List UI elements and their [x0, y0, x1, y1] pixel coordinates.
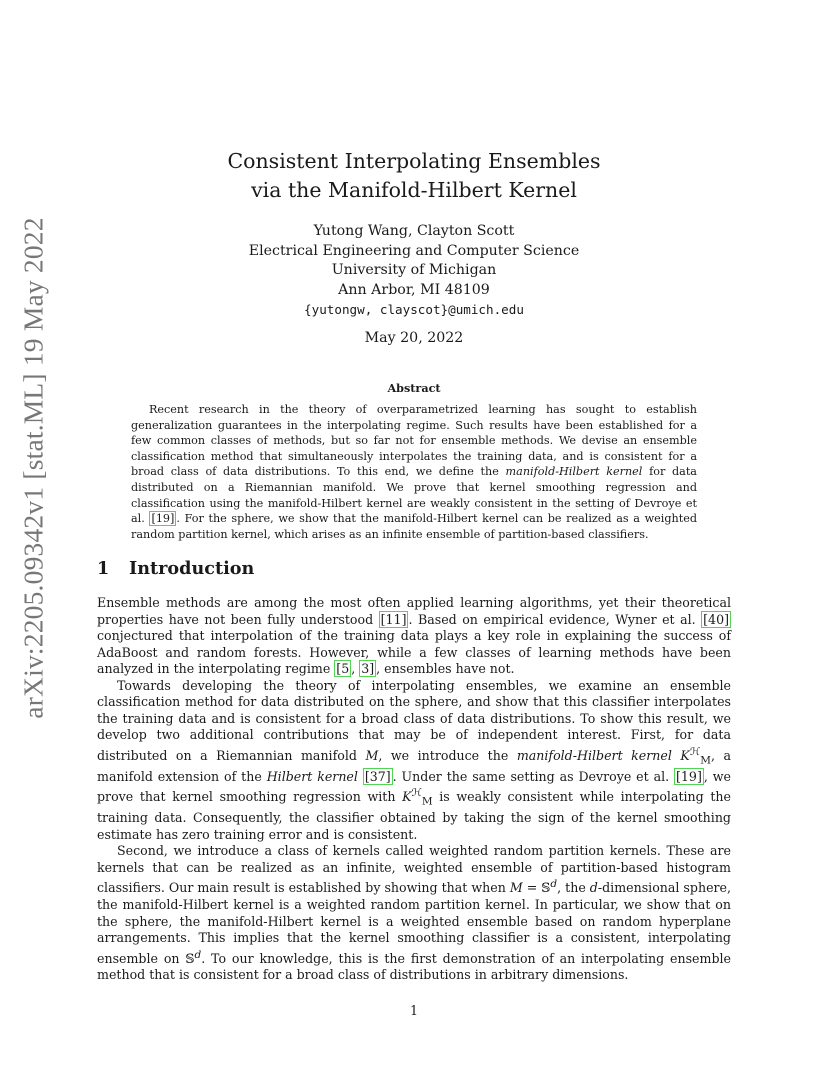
author-location: Ann Arbor, MI 48109: [338, 281, 490, 298]
text-fragment: Second, we introduce a class of kernels called weighted random partition kernels. These are kernels that can be realized as an infinite, weighted ensemble of partition-based histogram classifiers. Our main result is established by showing that when: [97, 843, 731, 896]
math-superscript: d: [194, 948, 202, 961]
title-block: [150, 147, 678, 205]
text-fragment: -dimensional sphere, the manifold-Hilbert kernel is a weighted random partition kernel. In particular, we show that on the sphere, the manifold-Hilbert kernel is a weighted ensemble based on random hyperplane arrangements. This implies that the kernel smoothing classifier is a consistent, interpolating ensemble on 𝕊: [97, 880, 732, 966]
paragraph-2: [97, 678, 731, 844]
text-fragment: , we prove that kernel smoothing regression with: [97, 768, 731, 805]
emphasis-text: Hilbert kernel: [266, 768, 358, 784]
paper-date: May 20, 2022: [364, 330, 464, 346]
text-fragment: . Based on empirical evidence, Wyner et al.: [408, 611, 702, 627]
citation-link[interactable]: [11]: [380, 611, 407, 627]
math-superscript: ℋ: [411, 787, 422, 800]
math-symbol: d: [589, 880, 598, 896]
text-fragment: Ensemble methods are among the most often applied learning algorithms, yet their theoretical properties have not been fully understood: [97, 595, 731, 627]
citation-link[interactable]: [5: [336, 661, 350, 676]
author-names: Yutong Wang, Clayton Scott: [313, 223, 515, 239]
page-number: 1: [409, 1003, 418, 1018]
math-subscript: M: [421, 795, 433, 808]
math-symbol: M: [509, 880, 523, 896]
author-block: [150, 222, 678, 320]
text-fragment: , a manifold extension of the: [97, 747, 732, 784]
paper-title: [150, 147, 678, 205]
abstract-fragment: for data distributed on a Riemannian manifold. We prove that kernel smoothing regression and classification using the manifold-Hilbert kernel are weakly consistent in the setting of Devroye et al.: [131, 465, 697, 526]
paragraph-3: [97, 843, 731, 983]
text-fragment: . Under the same setting as Devroye et al.: [392, 768, 674, 784]
text-fragment: conjectured that interpolation of the training data plays a key role in explaining the success of AdaBoost and random forests. However, while a few classes of learning methods have been analyzed in the interpolating regime: [97, 628, 731, 676]
section-title: Introduction: [129, 558, 255, 579]
text-fragment: Towards developing the theory of interpolating ensembles, we examine an ensemble classification method for data distributed on the sphere, and show that this classifier interpolates the training data and is consistent for a broad class of data distributions. To show this result, we develop two additional contributions that may be of independent interest. First, for data distributed on a Riemannian manifold: [97, 677, 731, 763]
abstract-fragment: Recent research in the theory of overparametrized learning has sought to establish generalization guarantees in the interpolating regime. Such results have been established for a few common classes of methods, but so far not for ensemble methods. We devise an ensemble classification method that simultaneously interpolates the training data, and is consistent for a broad class of data distributions. To this end, we define the: [131, 403, 697, 479]
math-subscript: M: [700, 754, 711, 767]
math-superscript: ℋ: [689, 745, 701, 758]
citation-link[interactable]: [37]: [364, 768, 391, 784]
author-email[interactable]: {yutongw, clayscot}@umich.edu: [304, 302, 524, 317]
math-superscript: d: [550, 878, 558, 891]
author-department: Electrical Engineering and Computer Science: [248, 242, 580, 259]
abstract-emphasis: manifold-Hilbert kernel: [505, 465, 643, 479]
emphasis-text: manifold-Hilbert kernel: [516, 747, 672, 763]
text-fragment: . To our knowledge, this is the first demonstration of an interpolating ensemble method that is consistent for a broad class of distributions in arbitrary dimensions.: [97, 950, 731, 983]
arxiv-stamp-text: arXiv:2205.09342v1 [stat.ML] 19 May 2022: [18, 217, 50, 719]
citation-link[interactable]: [19]: [151, 512, 175, 526]
title-line-2: via the Manifold-Hilbert Kernel: [251, 178, 577, 202]
abstract-heading: Abstract: [387, 381, 441, 395]
paragraph-1: [97, 595, 731, 678]
section-heading: [97, 558, 254, 579]
text-fragment: , the: [557, 880, 590, 896]
arxiv-identifier-stamp: [10, 217, 58, 719]
section-number: 1: [97, 558, 110, 579]
text-fragment: , ensembles have not.: [376, 661, 515, 676]
abstract-fragment: . For the sphere, we show that the manifold-Hilbert kernel can be realized as a weighted random partition kernel, which arises as an infinite ensemble of partition-based classifiers.: [131, 512, 697, 541]
title-line-1: Consistent Interpolating Ensembles: [227, 149, 601, 173]
citation-link[interactable]: [19]: [676, 768, 702, 784]
math-symbol: M: [365, 747, 379, 763]
abstract-text: [131, 402, 697, 542]
math-symbol: K: [680, 747, 690, 763]
author-university: University of Michigan: [331, 262, 497, 278]
math-symbol: K: [402, 789, 412, 805]
text-fragment: = 𝕊: [522, 880, 551, 896]
citation-link[interactable]: [40]: [703, 611, 729, 627]
text-fragment: ,: [351, 661, 360, 676]
section-body: [97, 595, 731, 984]
text-fragment: is weakly consistent while interpolating the training data. Consequently, the classifier obtained by taking the sign of the kernel smoothing estimate has zero training error and is consistent.: [97, 789, 731, 842]
text-fragment: , we introduce the: [378, 747, 517, 763]
citation-link[interactable]: 3]: [361, 661, 375, 676]
